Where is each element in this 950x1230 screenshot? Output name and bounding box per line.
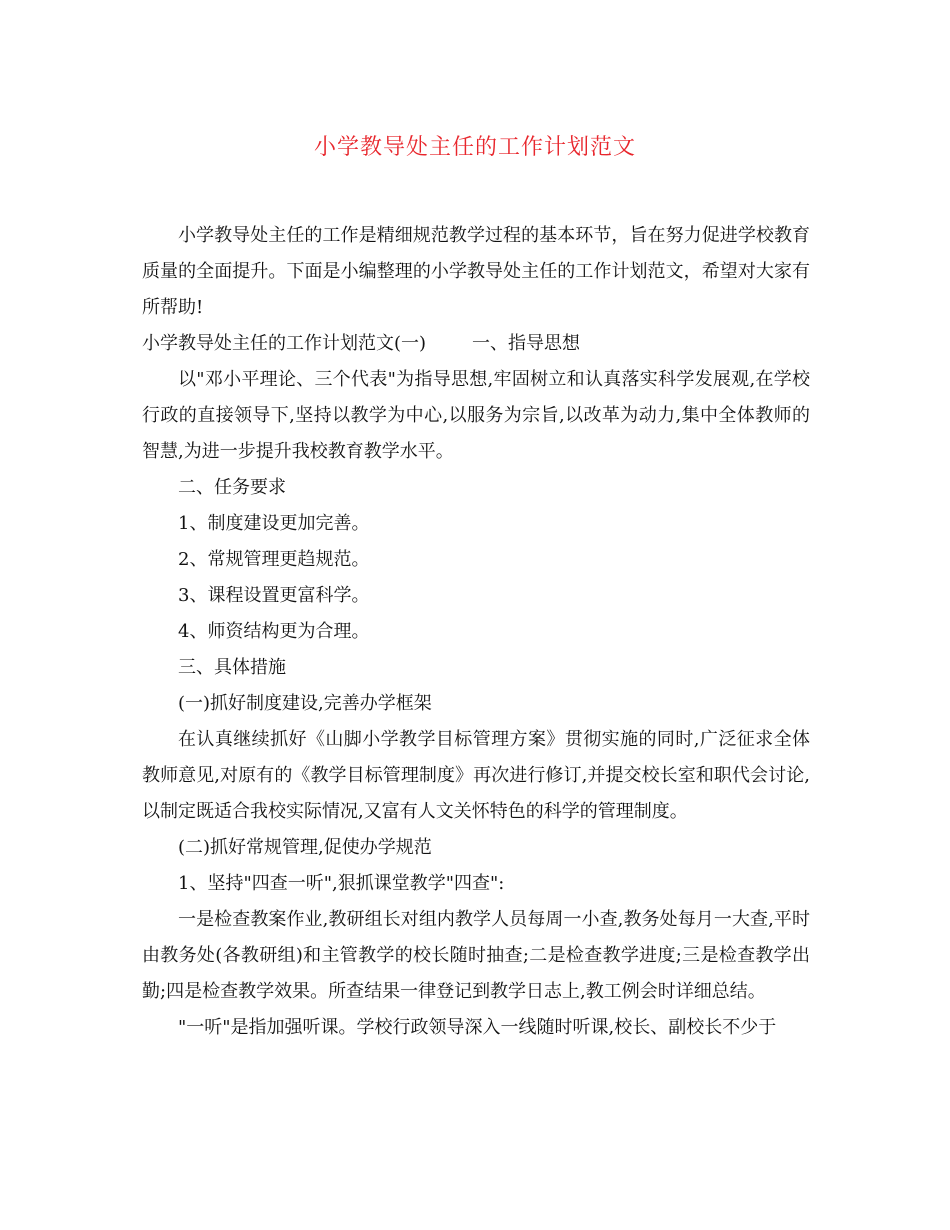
list-item: 3、课程设置更富科学。 [178,585,370,606]
measure2-item1: 1、坚持"四查一听",狠抓课堂教学"四查": [178,873,505,894]
part1-paragraph: 以"邓小平理论、三个代表"为指导思想,牢固树立和认真落实科学发展观,在学校行政的直接领导下,坚持以教学为中心,以服务为宗旨,以改革为动力,集中全体教师的智慧,为进一步提升我校教育教学水平。 [142,369,810,462]
list-item: 1、制度建设更加完善。 [178,513,370,534]
measure2-item1-paragraph: 一是检查教案作业,教研组长对组内教学人员每周一小查,教务处每月一大查,平时由教务处(各教研组)和主管教学的校长随时抽查;二是检查教学进度;三是检查教学出勤;四是检查教学效果。所查结果一律登记到教学日志上,教工例会时详细总结。 [142,909,810,1002]
part1-heading: 一、指导思想 [472,333,581,354]
measure2-item1-paragraph-2: "一听"是指加强听课。学校行政领导深入一线随时听课,校长、副校长不少于 [178,1017,777,1038]
part2-heading: 二、任务要求 [178,477,286,498]
section-title: 小学教导处主任的工作计划范文(一) [142,333,427,354]
measure1-heading: (一)抓好制度建设,完善办学框架 [178,693,432,714]
intro-paragraph: 小学教导处主任的工作是精细规范教学过程的基本环节，旨在努力促进学校教育质量的全面提升。下面是小编整理的小学教导处主任的工作计划范文，希望对大家有所帮助! [142,225,810,318]
section-heading-row [142,326,810,362]
list-item: 2、常规管理更趋规范。 [178,549,370,570]
list-item: 4、师资结构更为合理。 [178,621,370,642]
measure2-heading: (二)抓好常规管理,促使办学规范 [178,837,432,858]
measure1-paragraph: 在认真继续抓好《山脚小学教学目标管理方案》贯彻实施的同时,广泛征求全体教师意见,对原有的《教学目标管理制度》再次进行修订,并提交校长室和职代会讨论,以制定既适合我校实际情况,又富有人文关怀特色的科学的管理制度。 [142,729,810,822]
document-body [142,218,810,1046]
document-title: 小学教导处主任的工作计划范文 [313,135,636,160]
part3-heading: 三、具体措施 [178,657,286,678]
